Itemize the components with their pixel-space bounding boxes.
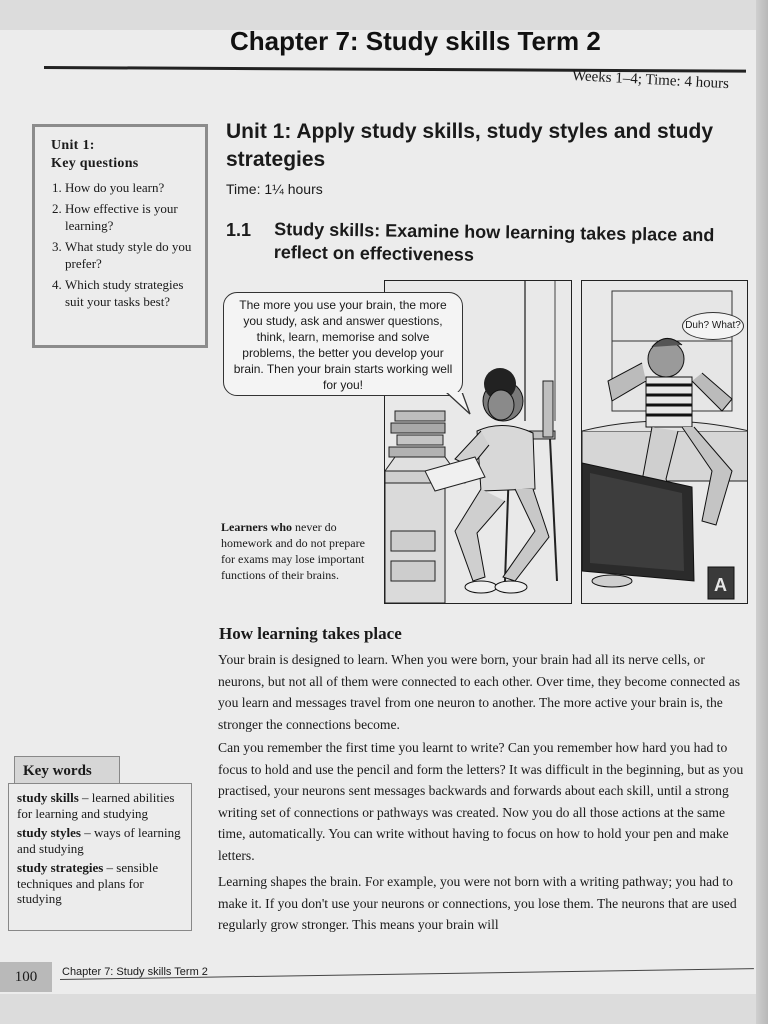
section-title: Study skills: Examine how learning takes place and reflect on effectiveness	[273, 219, 715, 265]
speech-bubble-tail	[440, 392, 480, 418]
unit-title: Unit 1: Apply study skills, study styles and study strategies	[226, 120, 713, 171]
footer-text: Chapter 7: Study skills Term 2	[62, 966, 208, 978]
chapter-title: Chapter 7: Study skills Term 2	[230, 26, 601, 56]
section-number: 1.1	[226, 220, 252, 240]
key-questions-list	[51, 179, 197, 311]
body-paragraph: Your brain is designed to learn. When you were born, your brain had all its nerve cells, or neurons, but not all of them were connected to each other. Over time, they become connected as you learn and messages travel from one neuron to another. The more active your brain is, the stronger the connections become.	[218, 652, 741, 732]
key-word-term: study strategies	[17, 860, 104, 875]
key-question: 2. How effective is your learning?	[65, 200, 197, 235]
key-word-entry	[17, 860, 183, 907]
key-question: 4. Which study strategies suit your tasks best?	[65, 276, 197, 311]
body-paragraph: Learning shapes the brain. For example, you were not born with a writing pathway; you had to make it. If you don't use your neurons or connections, you lose them. The neurons that are used regularly grow stronger. This means your brain will	[218, 874, 737, 932]
page-number: 100	[0, 962, 52, 992]
key-word-term: study skills	[17, 790, 79, 805]
body-paragraph: Can you remember the first time you learnt to write? Can you remember how hard you had to focus to hold and use the pencil and form the letters? It was difficult in the beginning, but as you practised, your neurons sent messages backwards and forwards about each skill, until a strong writing set of connections or pathways was created. Now you do all those actions at the same time, automatically. You can write without having to focus on how to hold your pen and make letters.	[218, 740, 744, 863]
key-word-entry	[17, 825, 183, 856]
key-word-definition: – learned abilities for learning and studying	[17, 790, 175, 821]
illustration-caption	[221, 519, 371, 583]
key-word-entry	[17, 790, 183, 821]
key-questions-heading-line2: Key questions	[51, 156, 139, 171]
letter-block-glyph: A	[714, 575, 727, 595]
key-questions-heading-line1: Unit 1:	[51, 138, 95, 153]
key-word-term: study styles	[17, 825, 81, 840]
caption-text: never do homework and do not prepare for exams may lose important functions of their brains.	[221, 520, 365, 582]
key-word-definition: – sensible techniques and plans for studying	[17, 860, 159, 906]
unit-time: Time: 1¼ hours	[226, 181, 323, 197]
how-learning-heading: How learning takes place	[219, 624, 402, 643]
key-words-box	[8, 783, 192, 931]
key-question: 1. How do you learn?	[65, 179, 197, 197]
caption-bold: Learners who	[221, 520, 292, 534]
key-word-definition: – ways of learning and studying	[17, 825, 181, 856]
page-edge	[756, 0, 768, 1024]
speech-bubble: The more you use your brain, the more you study, ask and answer questions, think, learn, memorise and solve problems, the better you develop your brain. Then your brain starts working well for you!	[223, 292, 463, 396]
key-words-heading: Key words	[14, 756, 120, 784]
boy-speech-bubble: Duh? What?	[682, 312, 744, 340]
key-question: 3. What study style do you prefer?	[65, 238, 197, 273]
weeks-time: Weeks 1–4; Time: 4 hours	[571, 68, 730, 93]
key-questions-box	[32, 124, 208, 348]
